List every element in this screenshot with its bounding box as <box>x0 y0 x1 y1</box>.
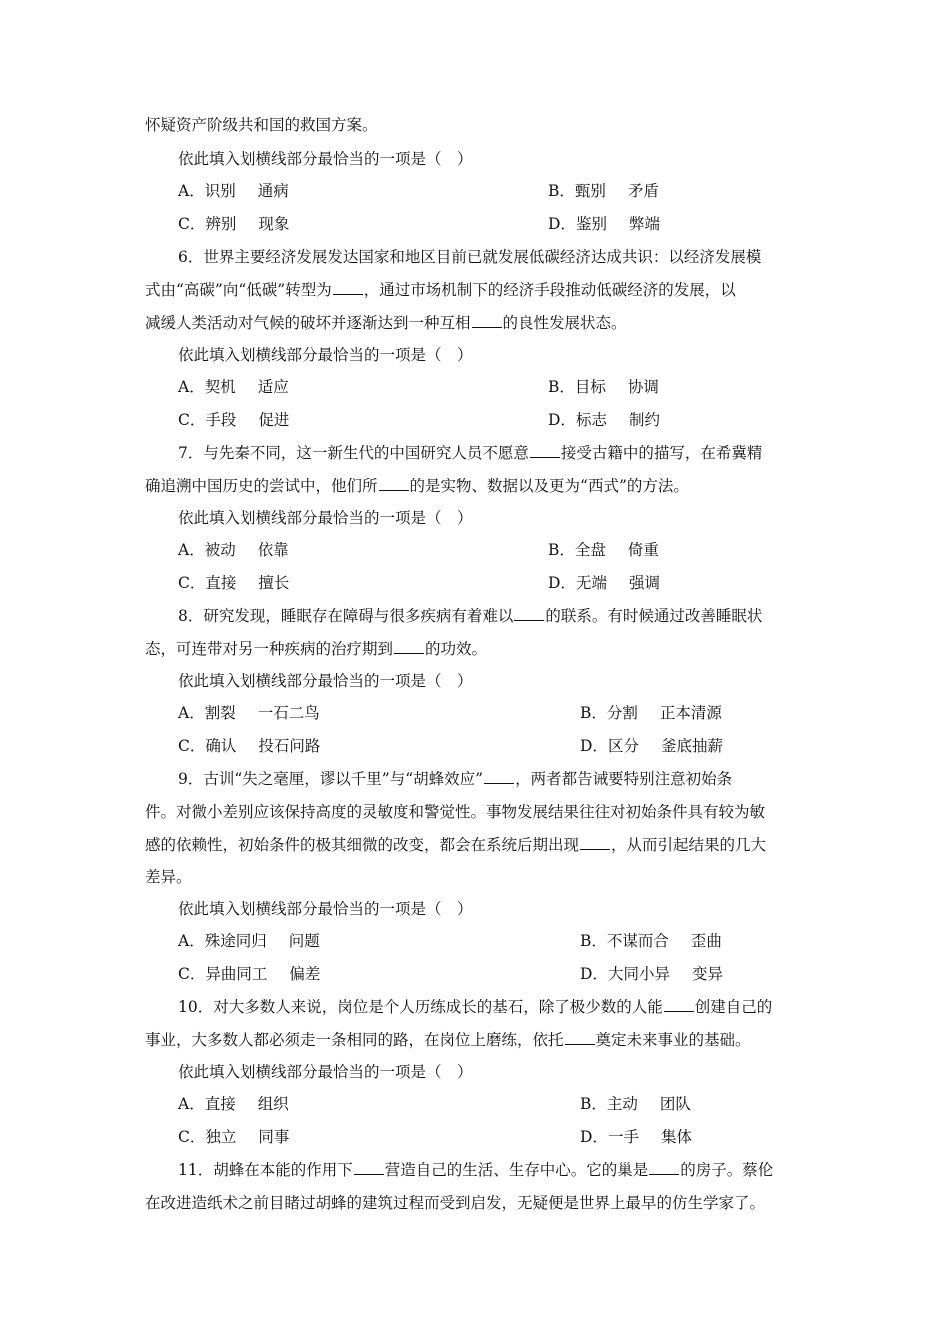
q6-option-a[interactable]: A．契机 适应 <box>178 378 289 396</box>
q5-text-tail: 怀疑资产阶级共和国的救国方案。 <box>145 116 378 134</box>
q10-option-b[interactable]: B．主动 团队 <box>580 1095 691 1113</box>
q7-stem-line1: 7．与先秦不同，这一新生代的中国研究人员不愿意 接受古籍中的描写，在希冀精 <box>178 444 763 462</box>
q7-option-b[interactable]: B．全盘 倚重 <box>548 541 659 559</box>
q11-stem-line2: 在改进造纸术之前目睹过胡蜂的建筑过程而受到启发，无疑便是世界上最早的仿生学家了。 <box>145 1194 766 1212</box>
q10-stem-line1: 10．对大多数人来说，岗位是个人历练成长的基石，除了极少数的人能 创建自己的 <box>178 998 773 1016</box>
q10-option-d[interactable]: D．一手 集体 <box>580 1128 692 1146</box>
answer-blank <box>394 638 424 654</box>
answer-blank <box>530 442 560 458</box>
answer-blank <box>580 834 610 850</box>
q7-stem-line2: 确追溯中国历史的尝试中，他们所 的是实物、数据以及更为“西式”的方法。 <box>145 477 689 495</box>
q10-option-a[interactable]: A．直接 组织 <box>178 1095 289 1113</box>
answer-blank <box>354 1159 384 1175</box>
q7-option-a[interactable]: A．被动 依靠 <box>178 541 289 559</box>
q9-stem-line4: 差异。 <box>145 868 192 886</box>
answer-blank <box>664 996 694 1012</box>
q8-stem-line1: 8．研究发现，睡眠存在障碍与很多疾病有着难以 的联系。有时候通过改善睡眠状 <box>178 607 763 625</box>
q8-prompt: 依此填入划横线部分最恰当的一项是（ ） <box>178 672 473 690</box>
q6-option-c[interactable]: C．手段 促进 <box>178 411 290 429</box>
q9-option-a[interactable]: A．殊途同归 问题 <box>178 932 320 950</box>
answer-blank <box>333 279 363 295</box>
q6-option-b[interactable]: B．目标 协调 <box>548 378 659 396</box>
q9-stem-line3: 感的依赖性，初始条件的极其细微的改变，都会在系统后期出现 ，从而引起结果的几大 <box>145 836 767 854</box>
q10-option-c[interactable]: C．独立 同事 <box>178 1128 290 1146</box>
q6-option-d[interactable]: D．标志 制约 <box>548 411 660 429</box>
q10-prompt: 依此填入划横线部分最恰当的一项是（ ） <box>178 1063 473 1081</box>
q9-stem-line2: 件。对微小差别应该保持高度的灵敏度和警觉性。事物发展结果往往对初始条件具有较为敏 <box>145 803 766 821</box>
q5-option-c[interactable]: C．辨别 现象 <box>178 215 290 233</box>
q8-option-b[interactable]: B．分割 正本清源 <box>580 704 722 722</box>
q5-option-b[interactable]: B．甄别 矛盾 <box>548 182 659 200</box>
q6-stem-line2: 式由“高碳”向“低碳”转型为 ，通过市场机制下的经济手段推动低碳经济的发展，以 <box>145 281 736 299</box>
q8-option-c[interactable]: C．确认 投石问路 <box>178 737 321 755</box>
answer-blank <box>472 312 502 328</box>
q9-prompt: 依此填入划横线部分最恰当的一项是（ ） <box>178 900 473 918</box>
q7-prompt: 依此填入划横线部分最恰当的一项是（ ） <box>178 509 473 527</box>
q7-option-d[interactable]: D．无端 强调 <box>548 574 660 592</box>
q5-option-a[interactable]: A．识别 通病 <box>178 182 289 200</box>
q9-option-b[interactable]: B．不谋而合 歪曲 <box>580 932 722 950</box>
q8-option-a[interactable]: A．割裂 一石二鸟 <box>178 704 320 722</box>
answer-blank <box>649 1159 679 1175</box>
q5-prompt: 依此填入划横线部分最恰当的一项是（ ） <box>178 150 473 168</box>
q5-option-d[interactable]: D．鉴别 弊端 <box>548 215 660 233</box>
answer-blank <box>379 475 409 491</box>
q9-option-d[interactable]: D．大同小异 变异 <box>580 965 723 983</box>
q6-stem-line1: 6．世界主要经济发展发达国家和地区目前已就发展低碳经济达成共识：以经济发展模 <box>178 248 762 266</box>
q10-stem-line2: 事业，大多数人都必须走一条相同的路，在岗位上磨练，依托 奠定未来事业的基础。 <box>145 1031 751 1049</box>
q11-stem-line1: 11．胡蜂在本能的作用下 营造自己的生活、生存中心。它的巢是 的房子。蔡伦 <box>178 1161 774 1179</box>
q8-stem-line2: 态，可连带对另一种疾病的治疗期到 的功效。 <box>145 640 488 658</box>
q9-stem-line1: 9．古训“失之毫厘，谬以千里”与“胡蜂效应” ，两者都告诫要特别注意初始条 <box>178 770 733 788</box>
answer-blank <box>484 768 514 784</box>
answer-blank <box>565 1029 595 1045</box>
q6-prompt: 依此填入划横线部分最恰当的一项是（ ） <box>178 346 473 364</box>
q6-stem-line3: 减缓人类活动对气候的破坏并逐渐达到一种互相 的良性发展状态。 <box>145 314 627 332</box>
q7-option-c[interactable]: C．直接 擅长 <box>178 574 290 592</box>
q8-option-d[interactable]: D．区分 釜底抽薪 <box>580 737 723 755</box>
q9-option-c[interactable]: C．异曲同工 偏差 <box>178 965 321 983</box>
answer-blank <box>514 605 544 621</box>
